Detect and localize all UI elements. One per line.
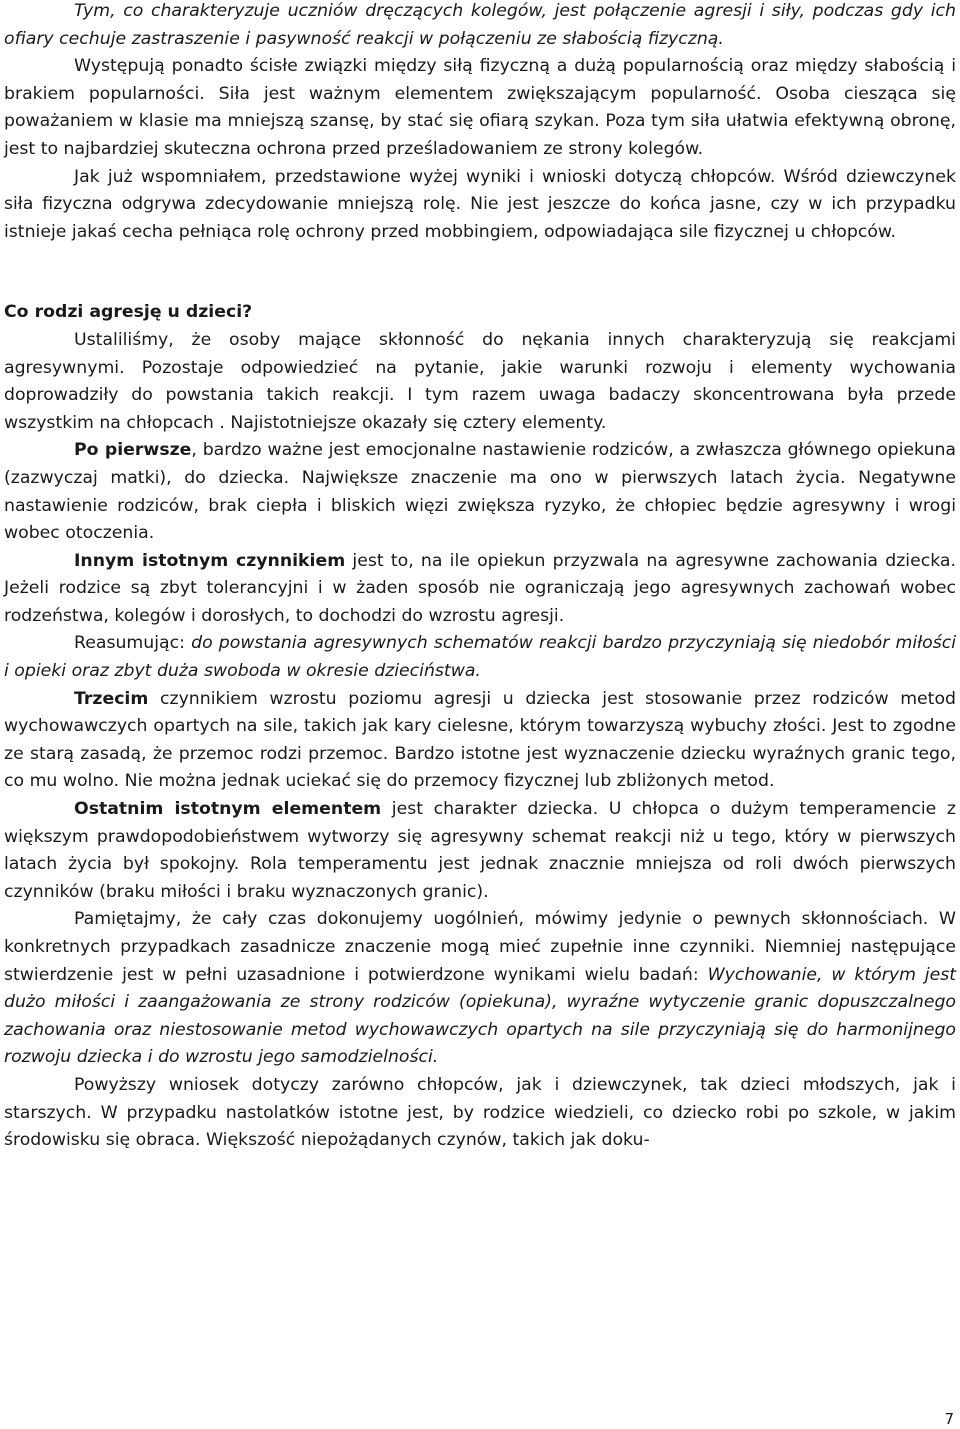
second-factor-bold: Innym istotnym czynnikiem [74, 550, 346, 571]
paragraph-summary [4, 630, 956, 685]
generalizations-italic: Wychowanie, w którym jest dużo miłości i zaangażowania ze strony rodziców (opiekuna), wyraźne wytyczenie granic dopuszczalnego zachowania oraz niestosowanie metod wychowawczych opartych na sile przyczyniają się do harmonijnego rozwoju dziecka i do wzrostu jego samodzielności. [4, 964, 956, 1068]
third-factor-bold: Trzecim [74, 688, 149, 709]
second-factor-text: jest to, na ile opiekun przyzwala na agresywne zachowania dziecka. Jeżeli rodzice są zbyt tolerancyjni i w żaden sposób nie ograniczają jego agresywnych zachowań wobec rodzeństwa, kolegów i dorosłych, to dochodzi do wzrostu agresji. [4, 550, 956, 626]
paragraph-intro-text: Tym, co charakteryzuje uczniów dręczących kolegów, jest połączenie agresji i siły, podczas gdy ich ofiary cechuje zastraszenie i pasywność reakcji w połączeniu ze słabością fizyczną. [4, 1, 956, 49]
paragraph-second-factor [4, 548, 956, 631]
paragraph-girls [4, 164, 956, 247]
first-factor-bold: Po pierwsze [74, 440, 192, 461]
paragraph-strength-popularity [4, 53, 956, 163]
paragraph-generalizations [4, 906, 956, 1072]
paragraph-third-factor [4, 686, 956, 796]
paragraph-intro [4, 0, 956, 53]
document-page [4, 0, 956, 1155]
section-heading: Co rodzi agresję u dzieci? [4, 302, 253, 323]
last-factor-text: jest charakter dziecka. U chłopca o dużym temperamencie z większym prawdopodobieństwem wytworzy się agresywny schemat reakcji niż u tego, który w pierwszych latach życia był spokojny. Rola temperamentu jest jednak znacznie mniejsza od roli dwóch pierwszych czynników (braku miłości i braku wyznaczonych granic). [4, 799, 956, 902]
summary-italic: do powstania agresywnych schematów reakcji bardzo przyczyniają się niedobór miłości i opieki oraz zbyt duża swoboda w okresie dzieciństwa. [4, 633, 956, 682]
paragraph-conclusion [4, 1072, 956, 1155]
last-factor-bold: Ostatnim istotnym elementem [74, 799, 382, 820]
page-number: 7 [944, 1410, 954, 1428]
summary-lead: Reasumując: [74, 633, 192, 654]
paragraph-last-factor [4, 796, 956, 906]
third-factor-text: czynnikiem wzrostu poziomu agresji u dziecka jest stosowanie przez rodziców metod wychowawczych opartych na sile, takich jak kary cielesne, którym towarzyszą wybuchy złości. Jest to zgodne ze starą zasadą, że przemoc rodzi przemoc. Bardzo istotne jest wyznaczenie dziecku wyraźnych granic tego, co mu wolno. Nie można jednak uciekać się do przemocy fizycznej lub zbliżonych metod. [4, 688, 956, 792]
conclusion-text: Powyższy wniosek dotyczy zarówno chłopców, jak i dziewczynek, tak dzieci młodszych, jak i starszych. W przypadku nastolatków istotne jest, by rodzice wiedzieli, co dziecko robi po szkole, w jakim środowisku się obraca. Większość niepożądanych czynów, takich jak doku- [4, 1074, 956, 1151]
paragraph-four-elements [4, 327, 956, 437]
generalizations-text: Pamiętajmy, że cały czas dokonujemy uogólnień, mówimy jedynie o pewnych skłonnościach. W konkretnych przypadkach zasadnicze znaczenie mogą mieć zupełnie inne czynniki. Niemniej następujące stwierdzenie jest w pełni uzasadnione i potwierdzone wynikami wielu badań: [4, 909, 956, 985]
paragraph-girls-text: Jak już wspomniałem, przedstawione wyżej wyniki i wnioski dotyczą chłopców. Wśród dziewczynek siła fizyczna odgrywa zdecydowanie mniejszą rolę. Nie jest jeszcze do końca jasne, czy w ich przypadku istnieje jakaś cecha pełniąca rolę ochrony przed mobbingiem, odpowiadająca sile fizycznej u chłopców. [4, 166, 956, 242]
paragraph-first-factor [4, 437, 956, 547]
section-spacer [4, 246, 956, 299]
first-factor-text: , bardzo ważne jest emocjonalne nastawienie rodziców, a zwłaszcza głównego opiekuna (zazwyczaj matki), do dziecka. Największe znaczenie ma ono w pierwszych latach życia. Negatywne nastawienie rodziców, brak ciepła i bliskich więzi zwiększa ryzyko, że chłopiec będzie agresywny i wrogi wobec otoczenia. [4, 440, 957, 544]
paragraph-strength-popularity-text: Występują ponadto ścisłe związki między siłą fizyczną a dużą popularnością oraz między słabością i brakiem popularności. Siła jest ważnym elementem zwiększającym popularność. Osoba ciesząca się poważaniem w klasie ma mniejszą szansę, by stać się ofiarą szykan. Poza tym siła ułatwia efektywną obronę, jest to najbardziej skuteczna ochrona przed prześladowaniem ze strony kolegów. [4, 56, 956, 159]
paragraph-four-elements-text: Ustaliliśmy, że osoby mające skłonność do nękania innych charakteryzują się reakcjami agresywnymi. Pozostaje odpowiedzieć na pytanie, jakie warunki rozwoju i elementy wychowania doprowadziły do powstania takich reakcji. I tym razem uwaga badaczy skoncentrowana była przede wszystkim na chłopcach . Najistotniejsze okazały się cztery elementy. [4, 329, 956, 433]
